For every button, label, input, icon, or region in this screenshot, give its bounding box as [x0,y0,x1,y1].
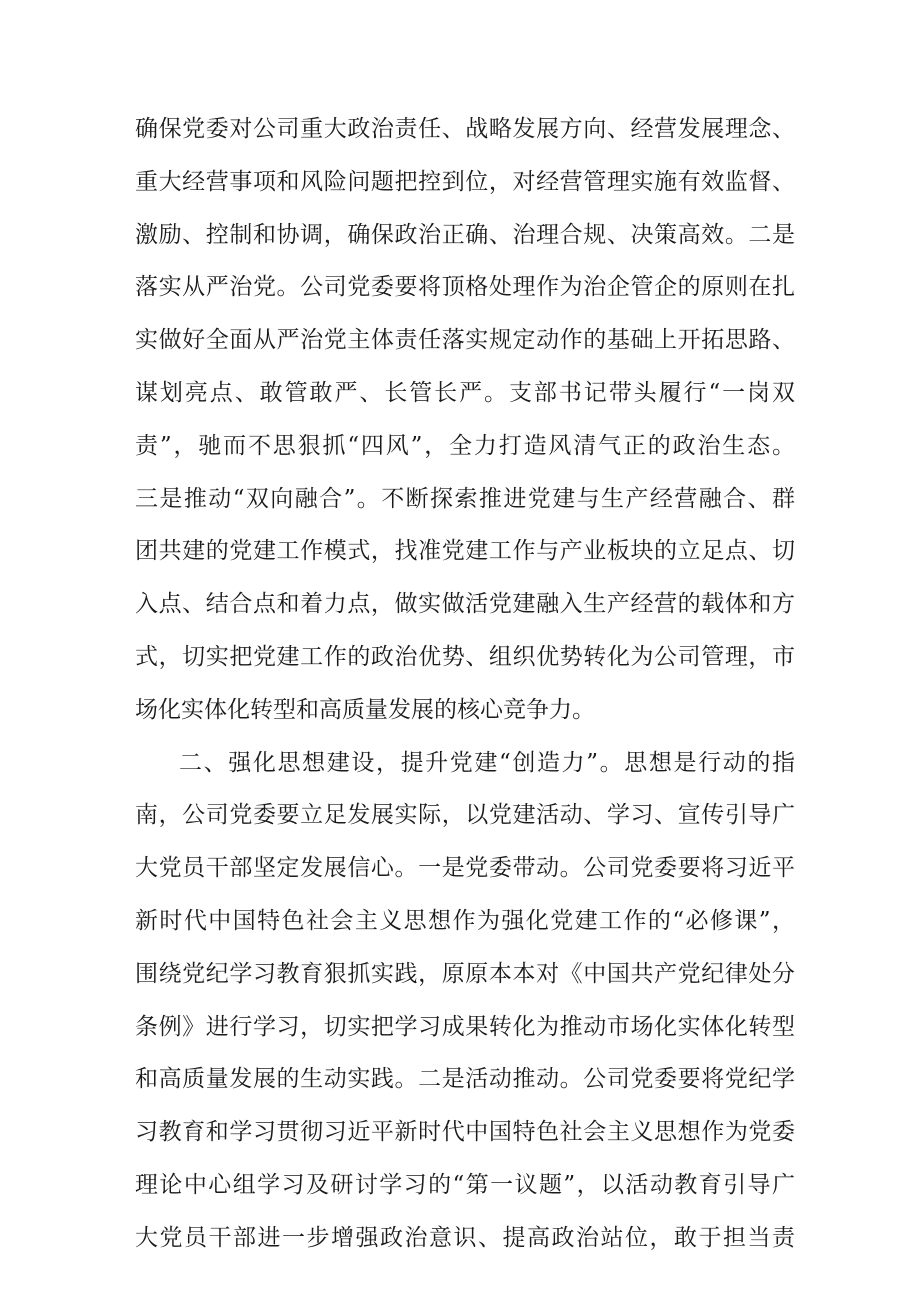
text-line: 大党员干部进一步增强政治意识、提高政治站位，敢于担当责 [135,1224,795,1251]
text-line: 团共建的党建工作模式，找准党建工作与产业板块的立足点、切 [135,538,795,565]
text-line: 实做好全面从严治党主体责任落实规定动作的基础上开拓思路、 [135,327,795,354]
text-line: 条例》进行学习，切实把学习成果转化为推动市场化实体化转型 [135,1013,795,1040]
text-line: 谋划亮点、敢管敢严、长管长严。支部书记带头履行“一岗双 [135,379,795,406]
text-line: 新时代中国特色社会主义思想作为强化党建工作的“必修课”， [135,907,795,934]
text-line: 责”，驰而不思狠抓“四风”，全力打造风清气正的政治生态。 [135,432,795,459]
text-line: 和高质量发展的生动实践。二是活动推动。公司党委要将党纪学 [135,1066,795,1093]
text-line: 重大经营事项和风险问题把控到位，对经营管理实施有效监督、 [135,168,795,195]
section-heading-line: 二、强化思想建设，提升党建“创造力”。思想是行动的指 [179,749,795,776]
text-line: 场化实体化转型和高质量发展的核心竞争力。 [135,696,595,723]
text-line: 习教育和学习贯彻习近平新时代中国特色社会主义思想作为党委 [135,1119,795,1146]
text-line: 南，公司党委要立足发展实际，以党建活动、学习、宣传引导广 [135,802,795,829]
text-line: 入点、结合点和着力点，做实做活党建融入生产经营的载体和方 [135,591,795,618]
text-line: 理论中心组学习及研讨学习的“第一议题”，以活动教育引导广 [135,1171,795,1198]
text-line: 三是推动“双向融合”。不断探索推进党建与生产经营融合、群 [135,485,795,512]
text-line: 确保党委对公司重大政治责任、战略发展方向、经营发展理念、 [135,116,795,142]
text-line: 大党员干部坚定发展信心。一是党委带动。公司党委要将习近平 [135,855,795,882]
text-line: 围绕党纪学习教育狠抓实践，原原本本对《中国共产党纪律处分 [135,960,795,987]
text-line: 落实从严治党。公司党委要将顶格处理作为治企管企的原则在扎 [135,274,795,301]
body-text [135,103,795,1265]
text-line: 式，切实把党建工作的政治优势、组织优势转化为公司管理，市 [135,643,795,670]
text-line: 激励、控制和协调，确保政治正确、治理合规、决策高效。二是 [135,221,795,248]
